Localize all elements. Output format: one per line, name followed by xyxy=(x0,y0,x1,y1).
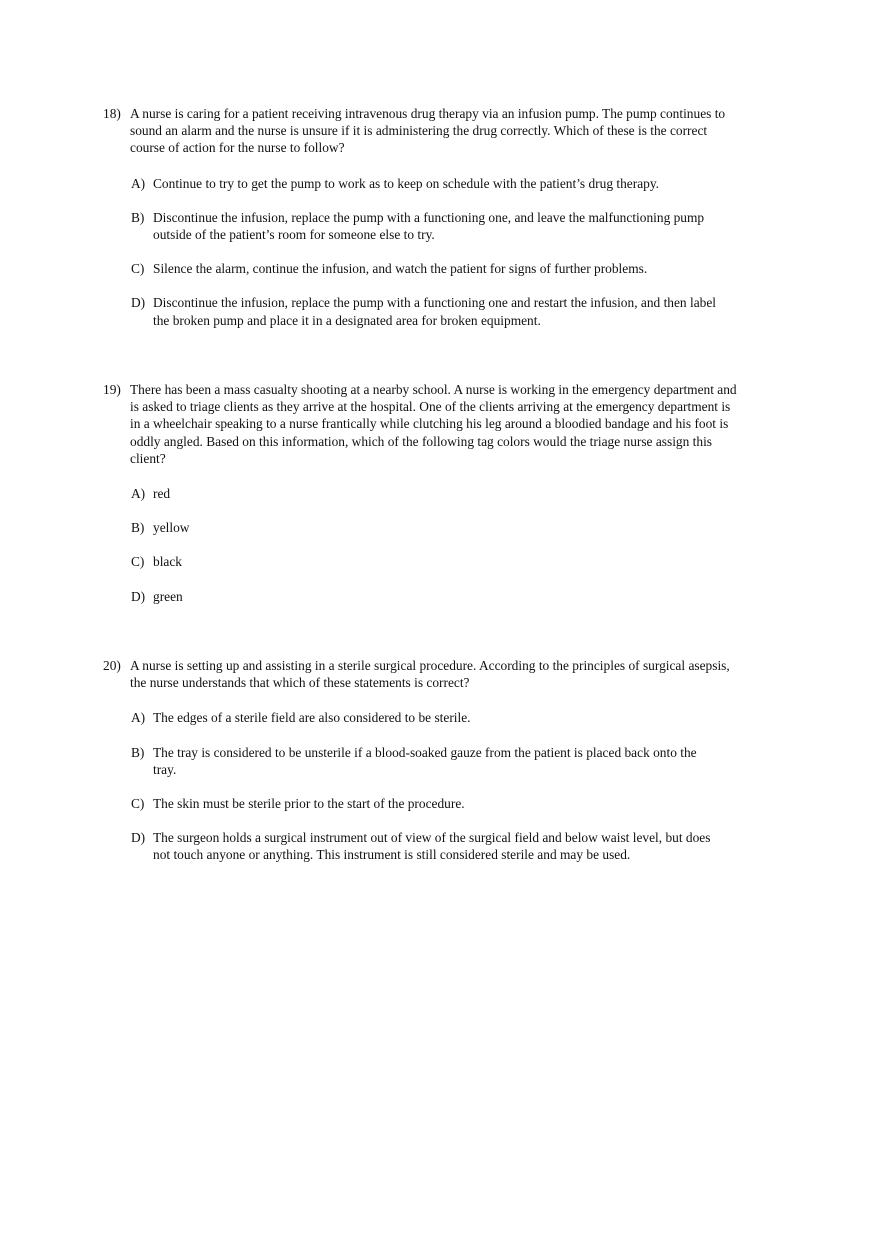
answer-option-b xyxy=(131,209,723,243)
option-letter: C) xyxy=(131,261,145,277)
option-letter: B) xyxy=(131,744,145,760)
option-text: Continue to try to get the pump to work as to keep on schedule with the patient’s drug therapy. xyxy=(153,175,660,191)
option-text: The skin must be sterile prior to the start of the procedure. xyxy=(153,796,465,812)
option-letter: C) xyxy=(131,554,145,570)
option-letter: C) xyxy=(131,796,145,812)
answer-option-c xyxy=(131,795,723,812)
question-20 xyxy=(103,657,743,864)
answer-options xyxy=(103,709,743,863)
option-text: Discontinue the infusion, replace the pump with a functioning one, and leave the malfunctioning pump outside of the patient’s room for someone else to try. xyxy=(153,209,705,243)
answer-option-a xyxy=(131,485,723,502)
option-text: Discontinue the infusion, replace the pump with a functioning one and restart the infusion, and then label the broken pump and place it in a designated area for broken equipment. xyxy=(153,295,717,328)
option-text: black xyxy=(153,554,182,570)
option-text: The surgeon holds a surgical instrument out of view of the surgical field and below waist level, but does not touch anyone or anything. This instrument is still considered sterile and may be used. xyxy=(153,830,711,863)
answer-option-d xyxy=(131,829,723,863)
question-19 xyxy=(103,381,743,605)
question-stem xyxy=(103,105,743,157)
question-number: 19) xyxy=(103,382,121,397)
option-letter: B) xyxy=(131,520,145,536)
answer-option-d xyxy=(131,294,723,328)
question-18 xyxy=(103,105,743,329)
question-number: 18) xyxy=(103,106,121,121)
option-text: The tray is considered to be unsterile if a blood-soaked gauze from the patient is placed back onto the tray. xyxy=(153,744,697,777)
answer-option-c xyxy=(131,260,723,277)
option-text: The edges of a sterile field are also considered to be sterile. xyxy=(153,710,471,726)
answer-option-a xyxy=(131,175,723,192)
answer-options xyxy=(103,175,743,329)
question-text: A nurse is caring for a patient receiving intravenous drug therapy via an infusion pump. The pump continues to sound an alarm and the nurse is unsure if it is administering the drug correctly. Which of these is the correct course of action for the nurse to follow? xyxy=(130,106,726,156)
question-text: There has been a mass casualty shooting at a nearby school. A nurse is working in the emergency department and is asked to triage clients as they arrive at the hospital. One of the clients arriving at the emergency department is in a wheelchair speaking to a nurse frantically while clutching his leg around a bloodied bandage and his foot is oddly angled. Based on this information, which of the following tag colors would the triage nurse assign this client? xyxy=(130,382,737,466)
option-letter: D) xyxy=(131,830,146,846)
answer-option-d xyxy=(131,588,723,605)
option-letter: A) xyxy=(131,710,146,726)
question-stem xyxy=(103,381,743,467)
answer-option-b xyxy=(131,519,723,536)
option-letter: A) xyxy=(131,175,146,191)
answer-option-b xyxy=(131,744,723,778)
option-letter: D) xyxy=(131,295,146,311)
question-number: 20) xyxy=(103,658,121,673)
answer-option-a xyxy=(131,709,723,726)
question-text: A nurse is setting up and assisting in a sterile surgical procedure. According to the principles of surgical asepsis, the nurse understands that which of these statements is correct? xyxy=(130,658,730,691)
answer-options xyxy=(103,485,743,605)
option-text: green xyxy=(153,588,183,604)
option-text: red xyxy=(153,486,171,502)
option-text: yellow xyxy=(153,520,190,536)
question-stem xyxy=(103,657,743,691)
answer-option-c xyxy=(131,553,723,570)
option-letter: D) xyxy=(131,588,146,604)
option-letter: B) xyxy=(131,209,145,225)
option-letter: A) xyxy=(131,486,146,502)
option-text: Silence the alarm, continue the infusion, and watch the patient for signs of further problems. xyxy=(153,261,648,277)
